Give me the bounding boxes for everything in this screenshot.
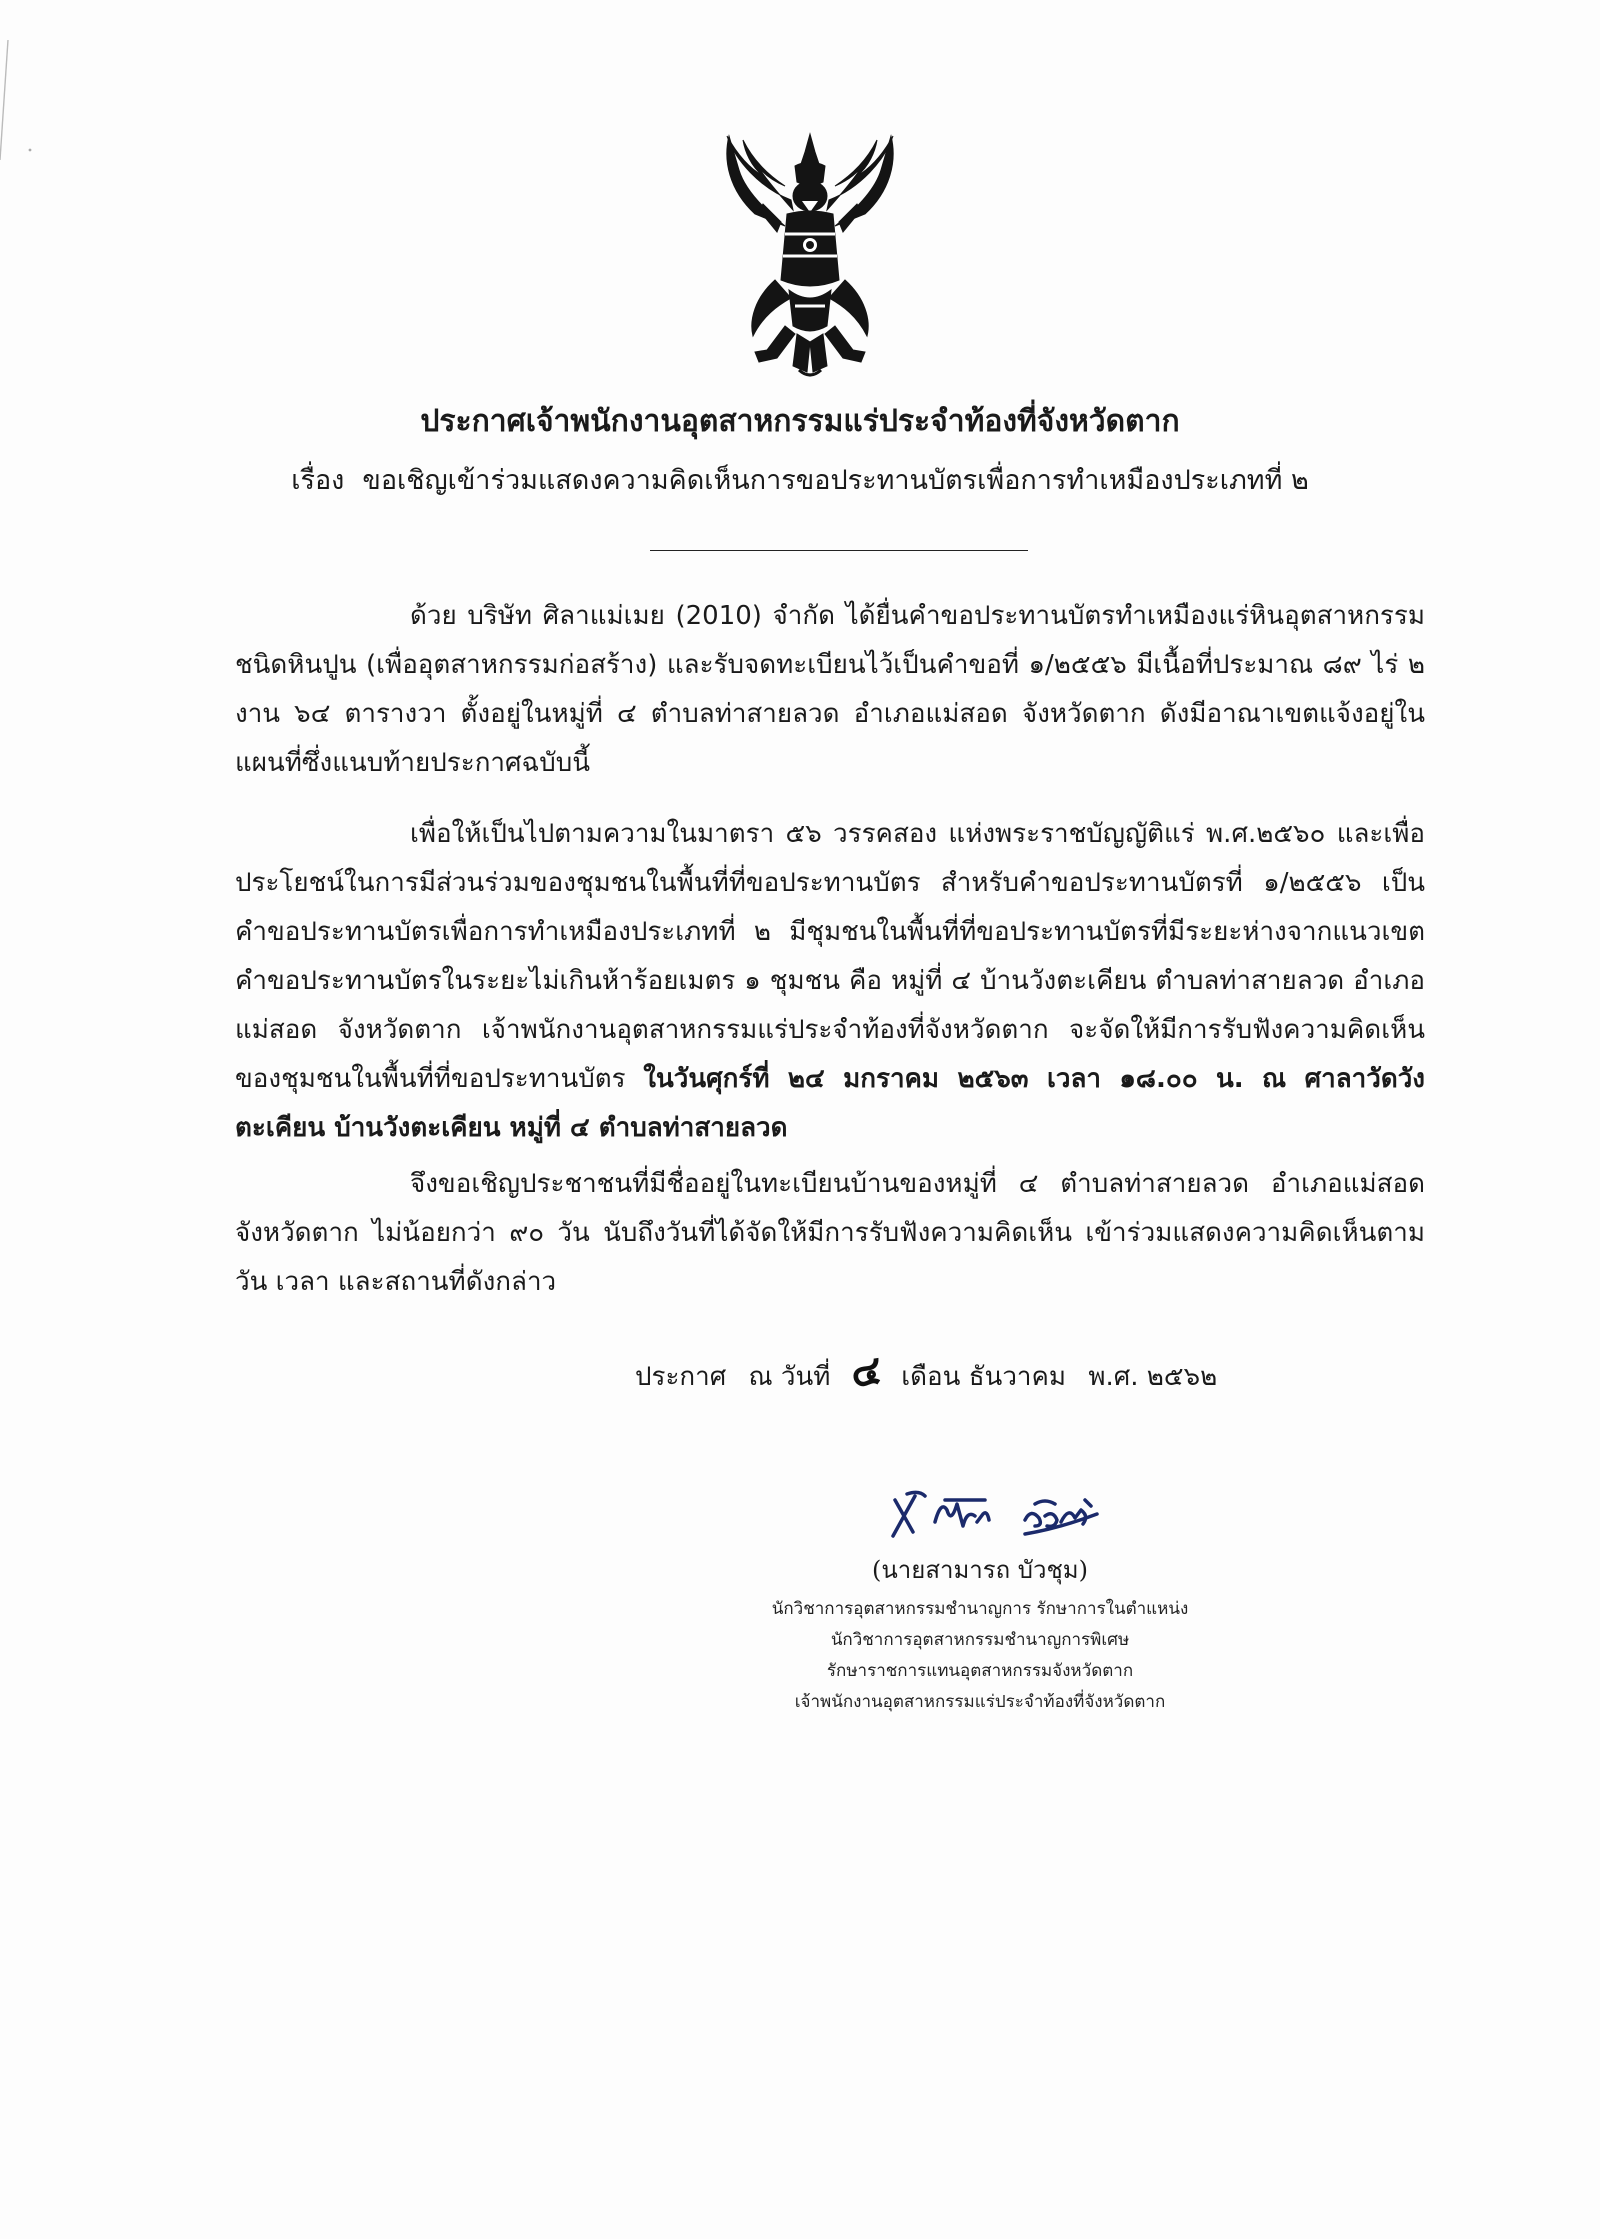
subject-text: ขอเชิญเข้าร่วมแสดงความคิดเห็นการขอประทานบัตรเพื่อการทำเหมืองประเภทที่ ๒ — [362, 465, 1309, 496]
announcement-date — [635, 1348, 1217, 1401]
signer-title-line: เจ้าพนักงานอุตสาหกรรมแร่ประจำท้องที่จังหวัดตาก — [794, 1692, 1166, 1712]
paragraph-invitation — [235, 1160, 1425, 1307]
subject-label: เรื่อง — [291, 465, 345, 496]
signer-title-line: นักวิชาการอุตสาหกรรมชำนาญการพิเศษ — [830, 1630, 1130, 1650]
announcement-title: ประกาศเจ้าพนักงานอุตสาหกรรมแร่ประจำท้องที่จังหวัดตาก — [420, 404, 1180, 439]
title-divider — [650, 550, 1028, 551]
hearing-date-venue: ในวันศุกร์ที่ ๒๔ มกราคม ๒๕๖๓ เวลา ๑๘.๐๐ น. ณ ศาลาวัดวังตะเคียน บ้านวังตะเคียน หมู่ที่ ๔ ตำบลท่าสายลวด — [235, 1064, 1426, 1143]
handwritten-signature-icon — [885, 1470, 1145, 1550]
paragraph-application — [235, 592, 1425, 788]
scan-mark-decoration — [0, 30, 40, 170]
date-year: พ.ศ. ๒๕๖๒ — [1088, 1362, 1218, 1392]
signer-title-line: รักษาราชการแทนอุตสาหกรรมจังหวัดตาก — [826, 1661, 1134, 1681]
date-prefix: ประกาศ — [635, 1362, 727, 1392]
paragraph-1-text: ด้วย บริษัท ศิลาแม่เมย (2010) จำกัด ได้ยื่นคำขอประทานบัตรทำเหมืองแร่หินอุตสาหกรรมชนิดหินปูน (เพื่ออุตสาหกรรมก่อสร้าง) และรับจดทะเบียนไว้เป็นคำขอที่ ๑/๒๕๕๖ มีเนื้อที่ประมาณ ๘๙ ไร่ ๒ งาน ๖๔ ตารางวา ตั้งอยู่ในหมู่ที่ ๔ ตำบลท่าสายลวด อำเภอแม่สอด จังหวัดตาก ดังมีอาณาเขตแจ้งอยู่ในแผนที่ซึ่งแนบท้ายประกาศฉบับนี้ — [235, 601, 1425, 778]
paragraph-3-text: จึงขอเชิญประชาชนที่มีชื่ออยู่ในทะเบียนบ้านของหมู่ที่ ๔ ตำบลท่าสายลวด อำเภอแม่สอด จังหวัดตาก ไม่น้อยกว่า ๙๐ วัน นับถึงวันที่ได้จัดให้มีการรับฟังความคิดเห็น เข้าร่วมแสดงความคิดเห็นตามวัน เวลา และสถานที่ดังกล่าว — [235, 1169, 1425, 1297]
subject-line — [150, 460, 1450, 502]
signer-title-line: นักวิชาการอุตสาหกรรมชำนาญการ รักษาการในตำแหน่ง — [771, 1599, 1189, 1619]
date-day-handwritten: ๔ — [847, 1346, 885, 1397]
garuda-emblem-icon — [715, 130, 905, 380]
signer-name: (นายสามารถ บัวชุม) — [872, 1556, 1088, 1584]
paragraph-2 — [235, 810, 1425, 1153]
date-at-label: ณ วันที่ — [748, 1362, 831, 1392]
paragraph-2-text: เพื่อให้เป็นไปตามความในมาตรา ๕๖ วรรคสอง แห่งพระราชบัญญัติแร่ พ.ศ.๒๕๖๐ และเพื่อประโยชน์ในการมีส่วนร่วมของชุมชนในพื้นที่ที่ขอประทานบัตร สำหรับคำขอประทานบัตรที่ ๑/๒๕๕๖ เป็นคำขอประทานบัตรเพื่อการทำเหมืองประเภทที่ ๒ มีชุมชนในพื้นที่ที่ขอประทานบัตรที่มีระยะห่างจากแนวเขตคำขอประทานบัตรในระยะไม่เกินห้าร้อยเมตร ๑ ชุมชน คือ หมู่ที่ ๔ บ้านวังตะเคียน ตำบลท่าสายลวด อำเภอแม่สอด จังหวัดตาก เจ้าพนักงานอุตสาหกรรมแร่ประจำท้องที่จังหวัดตาก จะจัดให้มีการรับฟังความคิดเห็นของชุมชนในพื้นที่ที่ขอประทานบัตร — [235, 819, 1426, 1094]
date-month: เดือน ธันวาคม — [901, 1362, 1067, 1392]
paragraph-hearing — [235, 810, 1425, 1153]
